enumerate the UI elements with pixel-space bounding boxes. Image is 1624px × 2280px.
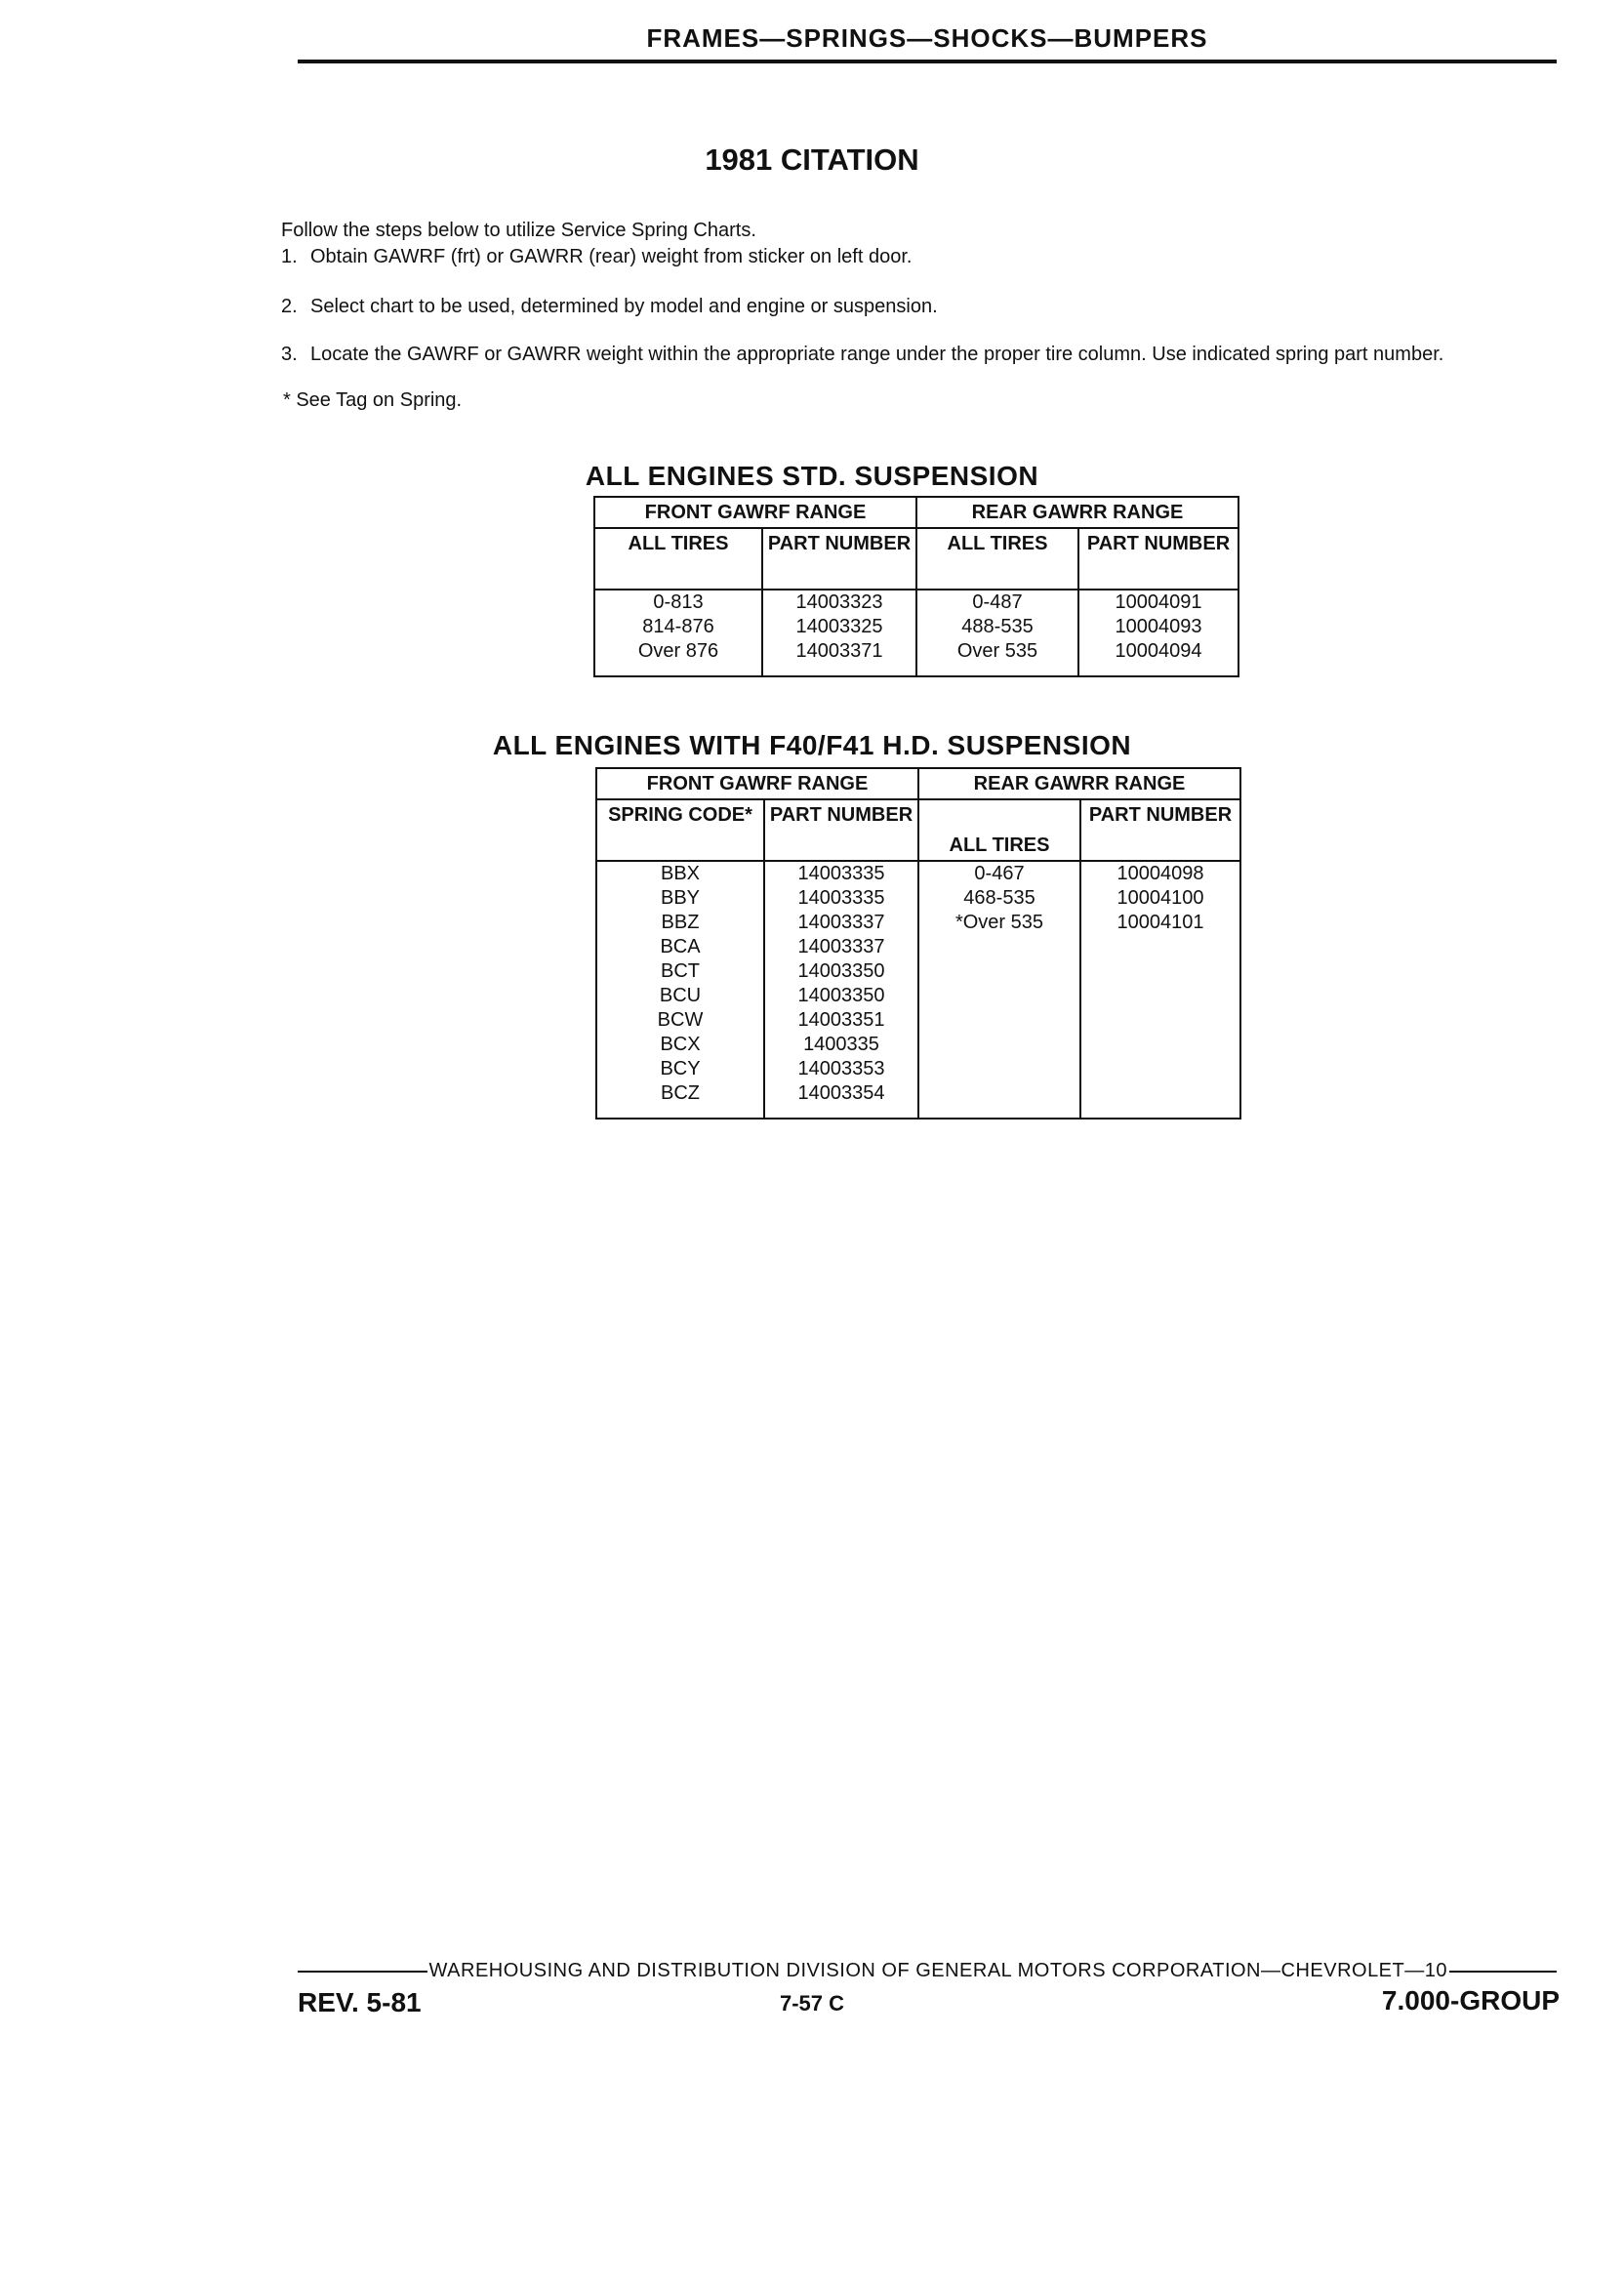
table-cell: 10004100 <box>1080 886 1240 911</box>
chart-std-title: ALL ENGINES STD. SUSPENSION <box>585 461 1039 491</box>
section-header: FRAMES—SPRINGS—SHOCKS—BUMPERS <box>298 23 1557 63</box>
column-header: ALL TIRES <box>594 528 762 590</box>
table-row <box>596 886 1240 911</box>
table-row <box>596 861 1240 886</box>
table-cell: *Over 535 <box>918 911 1080 935</box>
column-header: SPRING CODE* <box>596 799 764 861</box>
table-cell <box>1080 1057 1240 1081</box>
instructions-intro: Follow the steps below to utilize Service Spring Charts. <box>281 220 756 241</box>
table-row <box>596 959 1240 984</box>
table-cell: 814-876 <box>594 615 762 639</box>
table-cell: 14003351 <box>764 1008 918 1033</box>
table-cell: BBX <box>596 861 764 886</box>
table-cell: BCA <box>596 935 764 959</box>
table-cell <box>918 1033 1080 1057</box>
table-cell: BCZ <box>596 1081 764 1106</box>
table-cell <box>1080 935 1240 959</box>
instruction-step: 3. Locate the GAWRF or GAWRR weight within the appropriate range under the proper tire column. Use indicated spring part number. <box>281 344 1444 365</box>
table-cell <box>1080 1008 1240 1033</box>
table-cell: BCU <box>596 984 764 1008</box>
table-cell: Over 535 <box>916 639 1078 664</box>
table-cell: 10004101 <box>1080 911 1240 935</box>
spring-tag-note: * See Tag on Spring. <box>283 389 463 411</box>
table-cell <box>918 1081 1080 1106</box>
table-cell <box>918 1008 1080 1033</box>
table-cell <box>918 959 1080 984</box>
instruction-step: 2. Select chart to be used, determined by model and engine or suspension. <box>281 296 938 317</box>
column-header: ALL TIRES <box>916 528 1078 590</box>
footer-publisher: WAREHOUSING AND DISTRIBUTION DIVISION OF GENERAL MOTORS CORPORATION—CHEVROLET—10 <box>298 1960 1557 1982</box>
table-cell: 0-487 <box>916 590 1078 615</box>
table-cell: 0-467 <box>918 861 1080 886</box>
table-cell <box>918 1057 1080 1081</box>
table-row <box>596 935 1240 959</box>
page-number: 7-57 C <box>779 1991 845 2015</box>
table-row <box>596 1081 1240 1106</box>
table-cell: 14003353 <box>764 1057 918 1081</box>
table-cell: BBZ <box>596 911 764 935</box>
table-cell: 468-535 <box>918 886 1080 911</box>
column-header: ALL TIRES <box>918 799 1080 861</box>
table-cell: 0-813 <box>594 590 762 615</box>
column-header: PART NUMBER <box>1080 799 1240 861</box>
table-row <box>596 911 1240 935</box>
table-row <box>594 639 1238 664</box>
table-cell: 14003350 <box>764 959 918 984</box>
front-range-header: FRONT GAWRF RANGE <box>596 768 918 799</box>
table-row <box>596 1008 1240 1033</box>
table-cell: 14003337 <box>764 935 918 959</box>
rear-range-header: REAR GAWRR RANGE <box>918 768 1240 799</box>
table-cell: 14003323 <box>762 590 916 615</box>
table-cell: BCY <box>596 1057 764 1081</box>
table-row <box>596 984 1240 1008</box>
table-cell <box>1080 1033 1240 1057</box>
table-cell: 10004094 <box>1078 639 1238 664</box>
column-header: PART NUMBER <box>764 799 918 861</box>
table-cell <box>1080 1081 1240 1106</box>
table-cell: 14003335 <box>764 886 918 911</box>
page-title: 1981 CITATION <box>705 142 919 177</box>
rear-range-header: REAR GAWRR RANGE <box>916 497 1238 528</box>
table-cell: 14003350 <box>764 984 918 1008</box>
group-label: 7.000-GROUP <box>1381 1985 1560 2015</box>
table-row <box>596 1033 1240 1057</box>
table-row <box>596 1057 1240 1081</box>
table-cell: BCW <box>596 1008 764 1033</box>
table-cell: BCT <box>596 959 764 984</box>
table-cell: 10004091 <box>1078 590 1238 615</box>
instructions <box>281 219 1569 413</box>
table-cell: BCX <box>596 1033 764 1057</box>
spring-chart-std <box>593 496 1239 677</box>
table-cell: 10004093 <box>1078 615 1238 639</box>
table-cell: BBY <box>596 886 764 911</box>
table-cell <box>918 984 1080 1008</box>
table-cell: 14003371 <box>762 639 916 664</box>
column-header: PART NUMBER <box>1078 528 1238 590</box>
column-header: PART NUMBER <box>762 528 916 590</box>
table-cell <box>1080 984 1240 1008</box>
table-cell: 14003337 <box>764 911 918 935</box>
table-cell: 14003354 <box>764 1081 918 1106</box>
revision-label: REV. 5-81 <box>298 1987 422 2017</box>
table-cell: 10004098 <box>1080 861 1240 886</box>
table-cell <box>918 935 1080 959</box>
front-range-header: FRONT GAWRF RANGE <box>594 497 916 528</box>
chart-hd-title: ALL ENGINES WITH F40/F41 H.D. SUSPENSION <box>492 730 1132 760</box>
spring-chart-hd <box>595 767 1241 1120</box>
table-cell <box>1080 959 1240 984</box>
table-cell: 14003335 <box>764 861 918 886</box>
table-row <box>594 590 1238 615</box>
table-cell: Over 876 <box>594 639 762 664</box>
instruction-step: 1. Obtain GAWRF (frt) or GAWRR (rear) weight from sticker on left door. <box>281 246 913 267</box>
table-cell: 1400335 <box>764 1033 918 1057</box>
table-row <box>594 615 1238 639</box>
table-cell: 488-535 <box>916 615 1078 639</box>
table-cell: 14003325 <box>762 615 916 639</box>
